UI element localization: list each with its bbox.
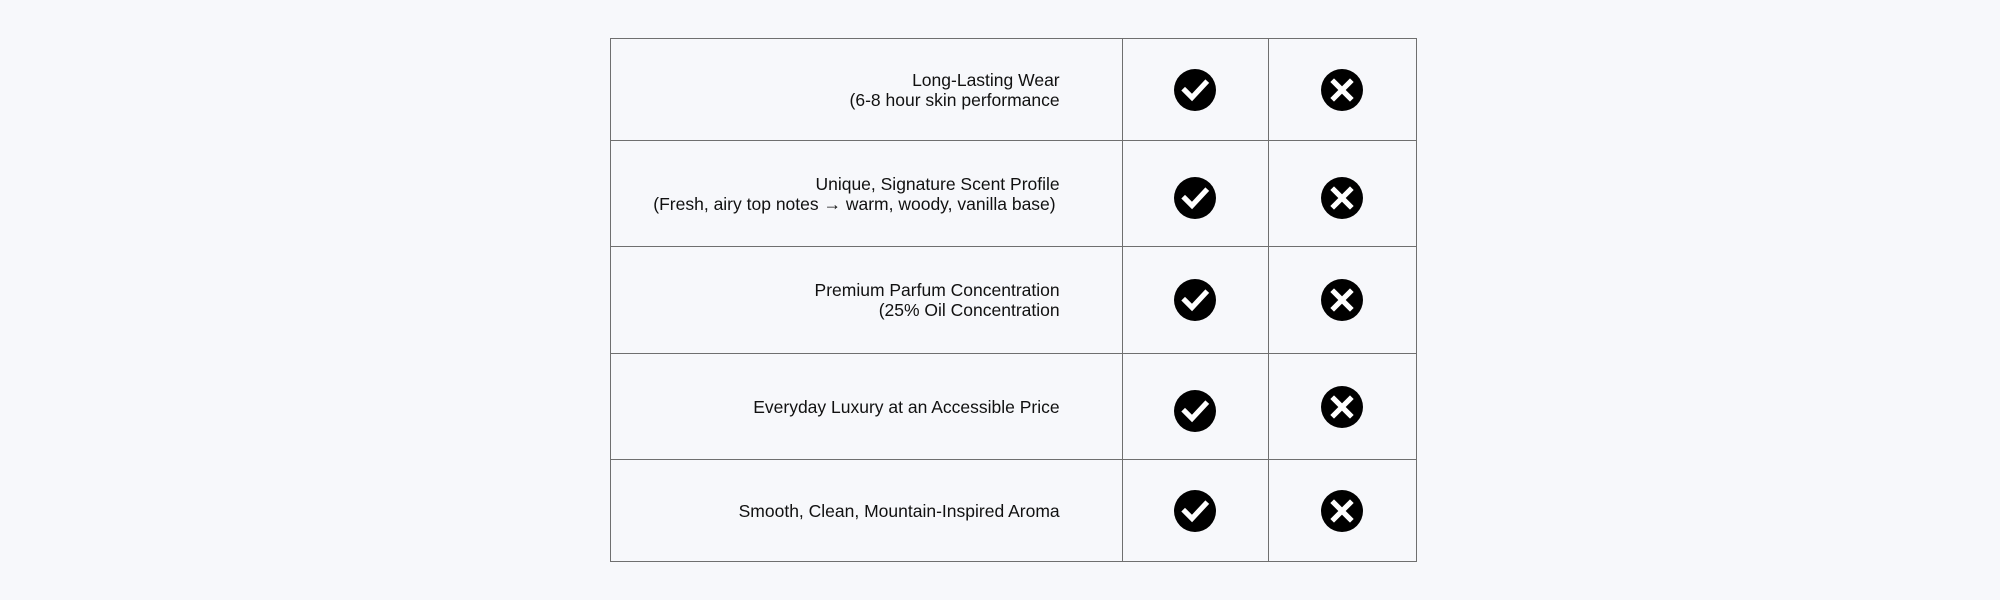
table-row [611,141,1417,247]
feature-cell [611,39,1123,141]
check-circle-icon [1174,69,1216,111]
feature-sublabel: (6-8 hour skin performance [849,89,1060,110]
table-row [611,247,1417,354]
no-cell [1268,460,1416,562]
yes-cell [1122,460,1268,562]
feature-sublabel: (25% Oil Concentration [878,300,1060,320]
check-circle-icon [1174,390,1216,432]
table-row [611,354,1417,460]
feature-cell [611,141,1123,247]
x-circle-icon [1321,386,1363,428]
no-cell [1268,354,1416,460]
feature-sublabel: (Fresh, airy top notes → warm, woody, vanilla base) [653,193,1056,214]
x-circle-icon [1321,177,1363,219]
comparison-table-body [611,39,1417,562]
feature-label: Premium Parfum Concentration [814,280,1060,300]
yes-cell [1122,141,1268,247]
check-circle-icon [1174,177,1216,219]
yes-cell [1122,247,1268,354]
table-row [611,460,1417,562]
table-row [611,39,1417,141]
feature-cell [611,460,1123,562]
no-cell [1268,247,1416,354]
feature-label: Everyday Luxury at an Accessible Price [753,396,1060,417]
feature-cell [611,354,1123,460]
feature-cell [611,247,1123,354]
no-cell [1268,141,1416,247]
feature-label: Long-Lasting Wear [912,69,1060,90]
feature-label: Unique, Signature Scent Profile [815,173,1060,194]
check-circle-icon [1174,490,1216,532]
feature-label: Smooth, Clean, Mountain-Inspired Aroma [738,500,1060,521]
check-circle-icon [1174,279,1216,321]
x-circle-icon [1321,279,1363,321]
x-circle-icon [1321,490,1363,532]
comparison-table [610,38,1417,562]
yes-cell [1122,354,1268,460]
x-circle-icon [1321,69,1363,111]
yes-cell [1122,39,1268,141]
no-cell [1268,39,1416,141]
